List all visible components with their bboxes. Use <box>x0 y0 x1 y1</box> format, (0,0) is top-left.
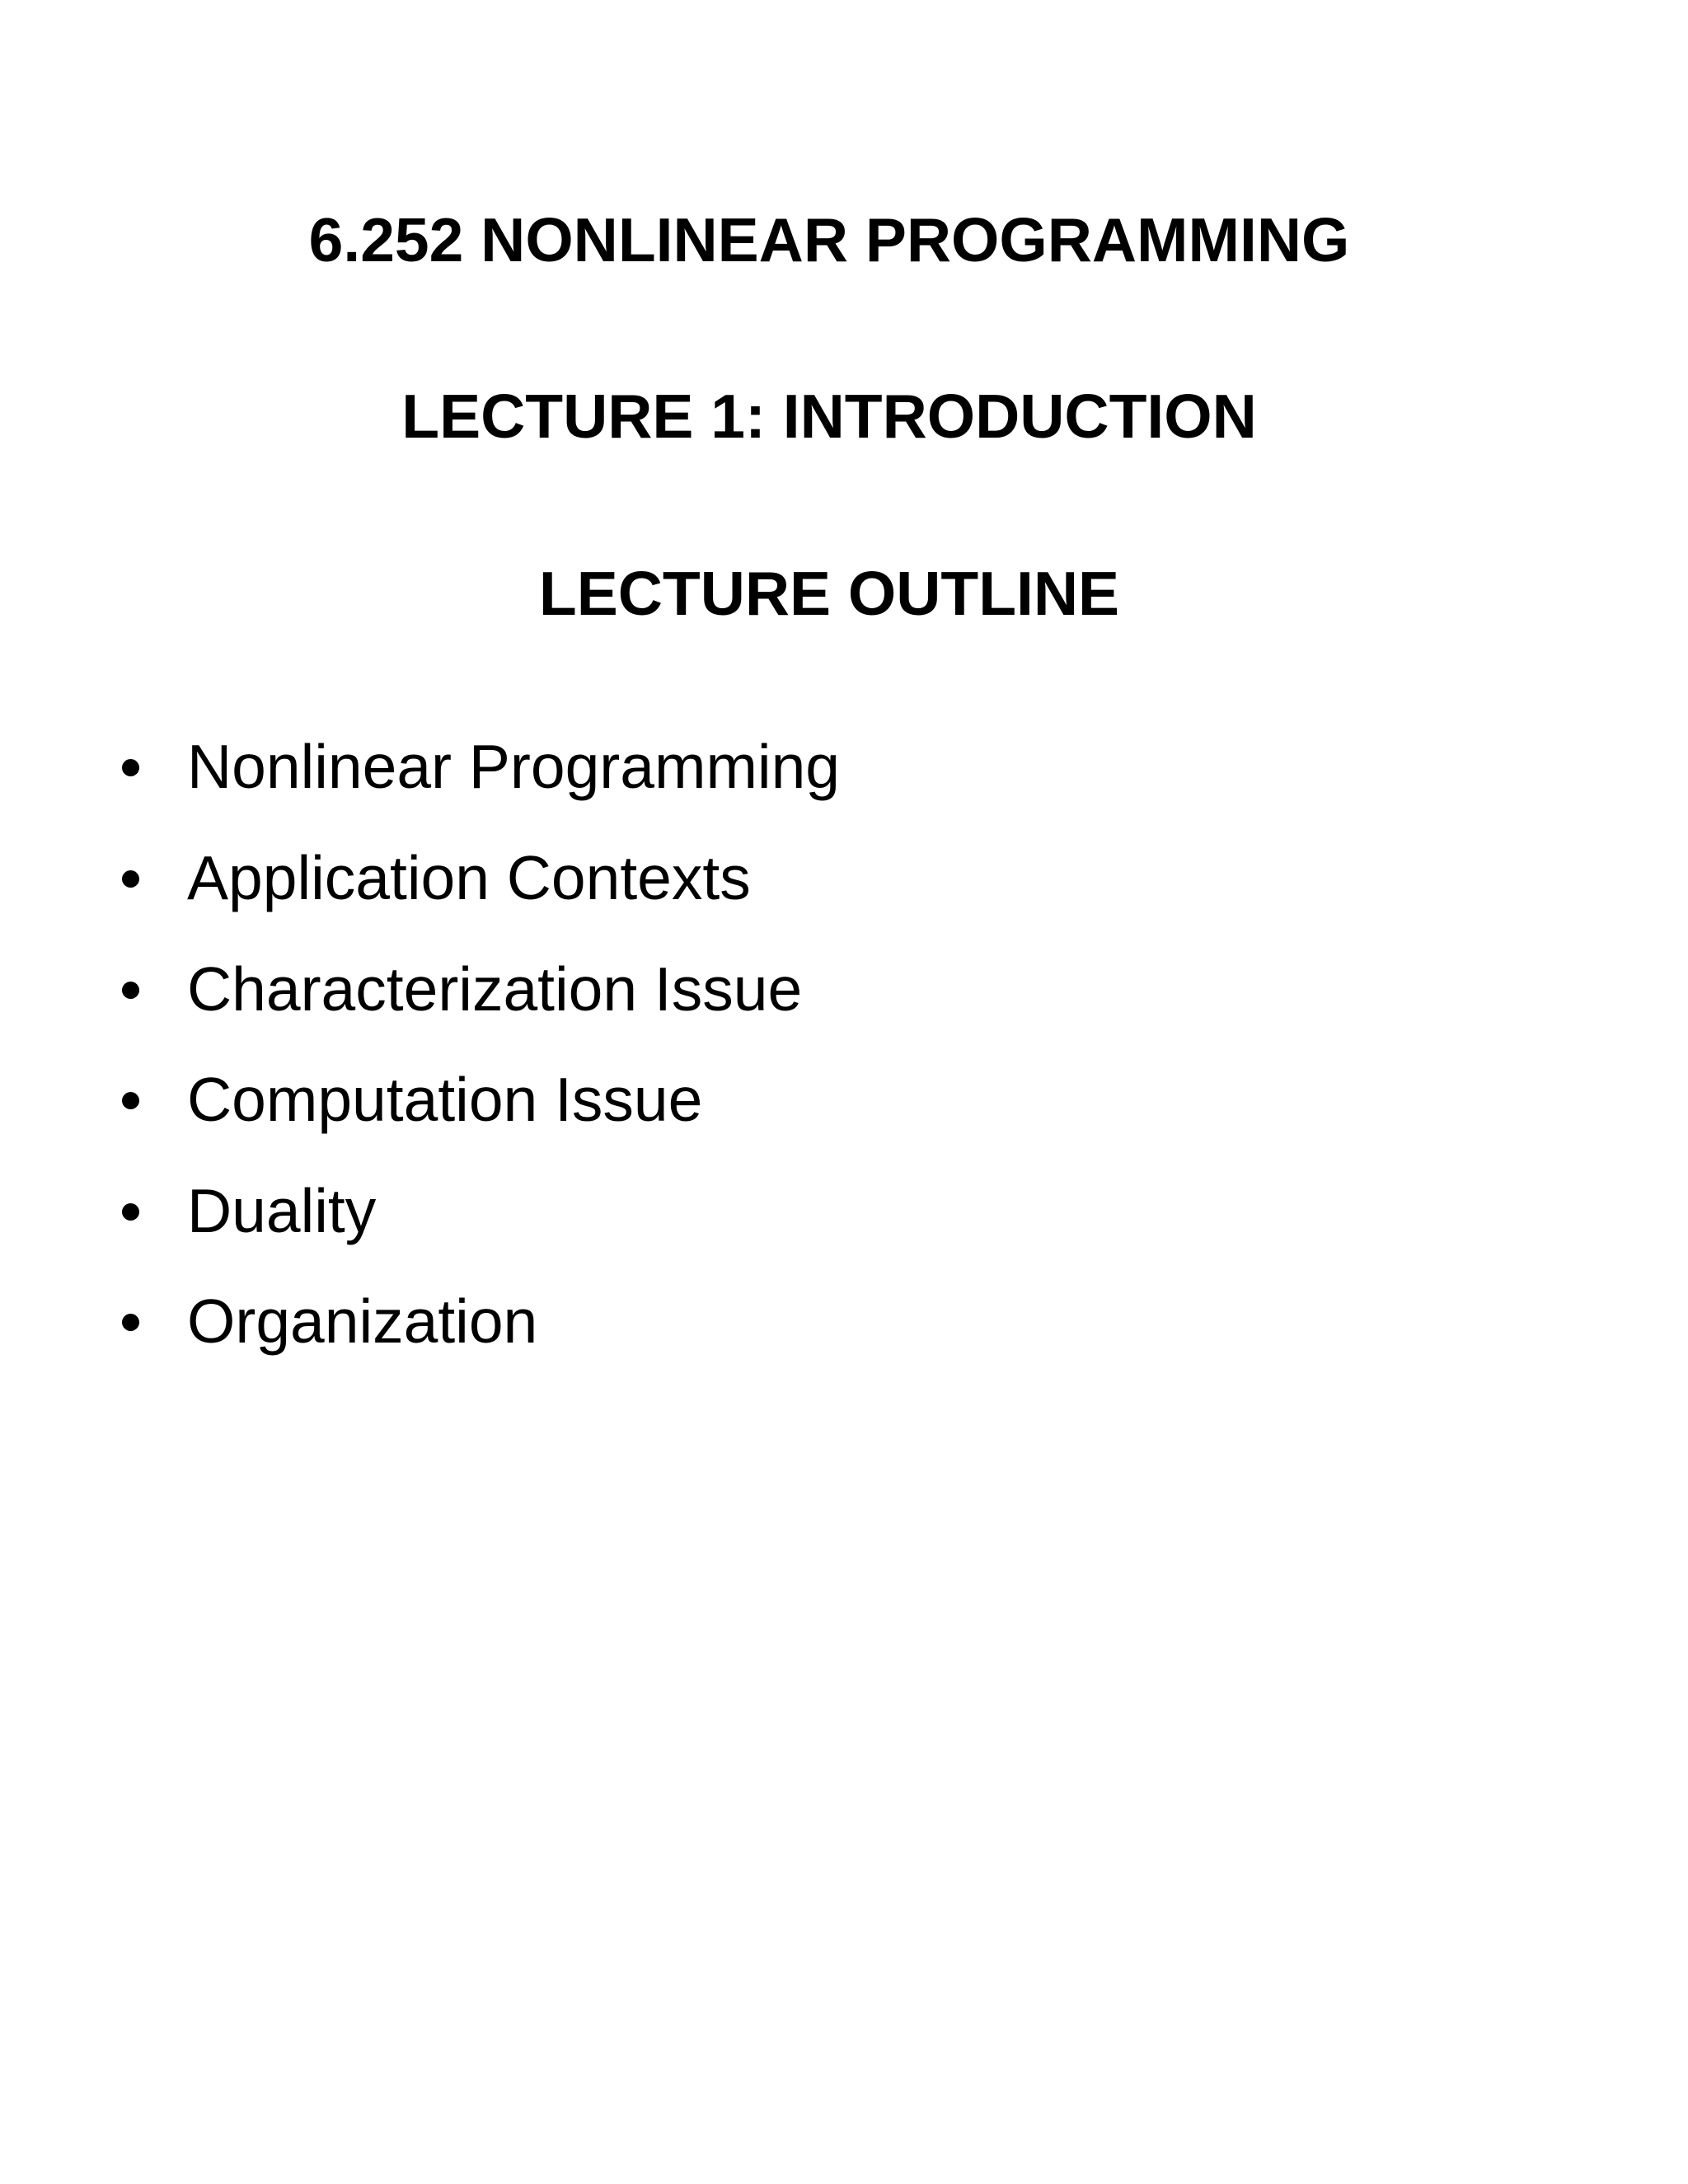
outline-item <box>0 1280 1154 1362</box>
bullet-icon <box>122 1092 139 1109</box>
outline-item-text: Application Contexts <box>187 843 751 912</box>
outline-heading: LECTURE OUTLINE <box>538 559 1120 628</box>
bullet-icon <box>122 982 139 999</box>
bullet-icon <box>122 870 139 888</box>
outline-item <box>0 1169 1154 1252</box>
outline-item <box>0 725 1154 808</box>
outline-item-text: Computation Issue <box>187 1065 703 1134</box>
outline-item-text: Characterization Issue <box>187 954 803 1024</box>
outline-item <box>0 948 1154 1030</box>
outline-item <box>0 837 1154 919</box>
bullet-icon <box>122 759 139 776</box>
lecture-title: LECTURE 1: INTRODUCTION <box>401 382 1257 451</box>
outline-item <box>0 1058 1154 1141</box>
outline-item-text: Duality <box>187 1176 377 1245</box>
outline-item-text: Organization <box>187 1286 538 1356</box>
outline-item-text: Nonlinear Programming <box>187 732 841 801</box>
bullet-icon <box>122 1314 139 1331</box>
bullet-icon <box>122 1203 139 1221</box>
course-title: 6.252 NONLINEAR PROGRAMMING <box>308 205 1350 274</box>
